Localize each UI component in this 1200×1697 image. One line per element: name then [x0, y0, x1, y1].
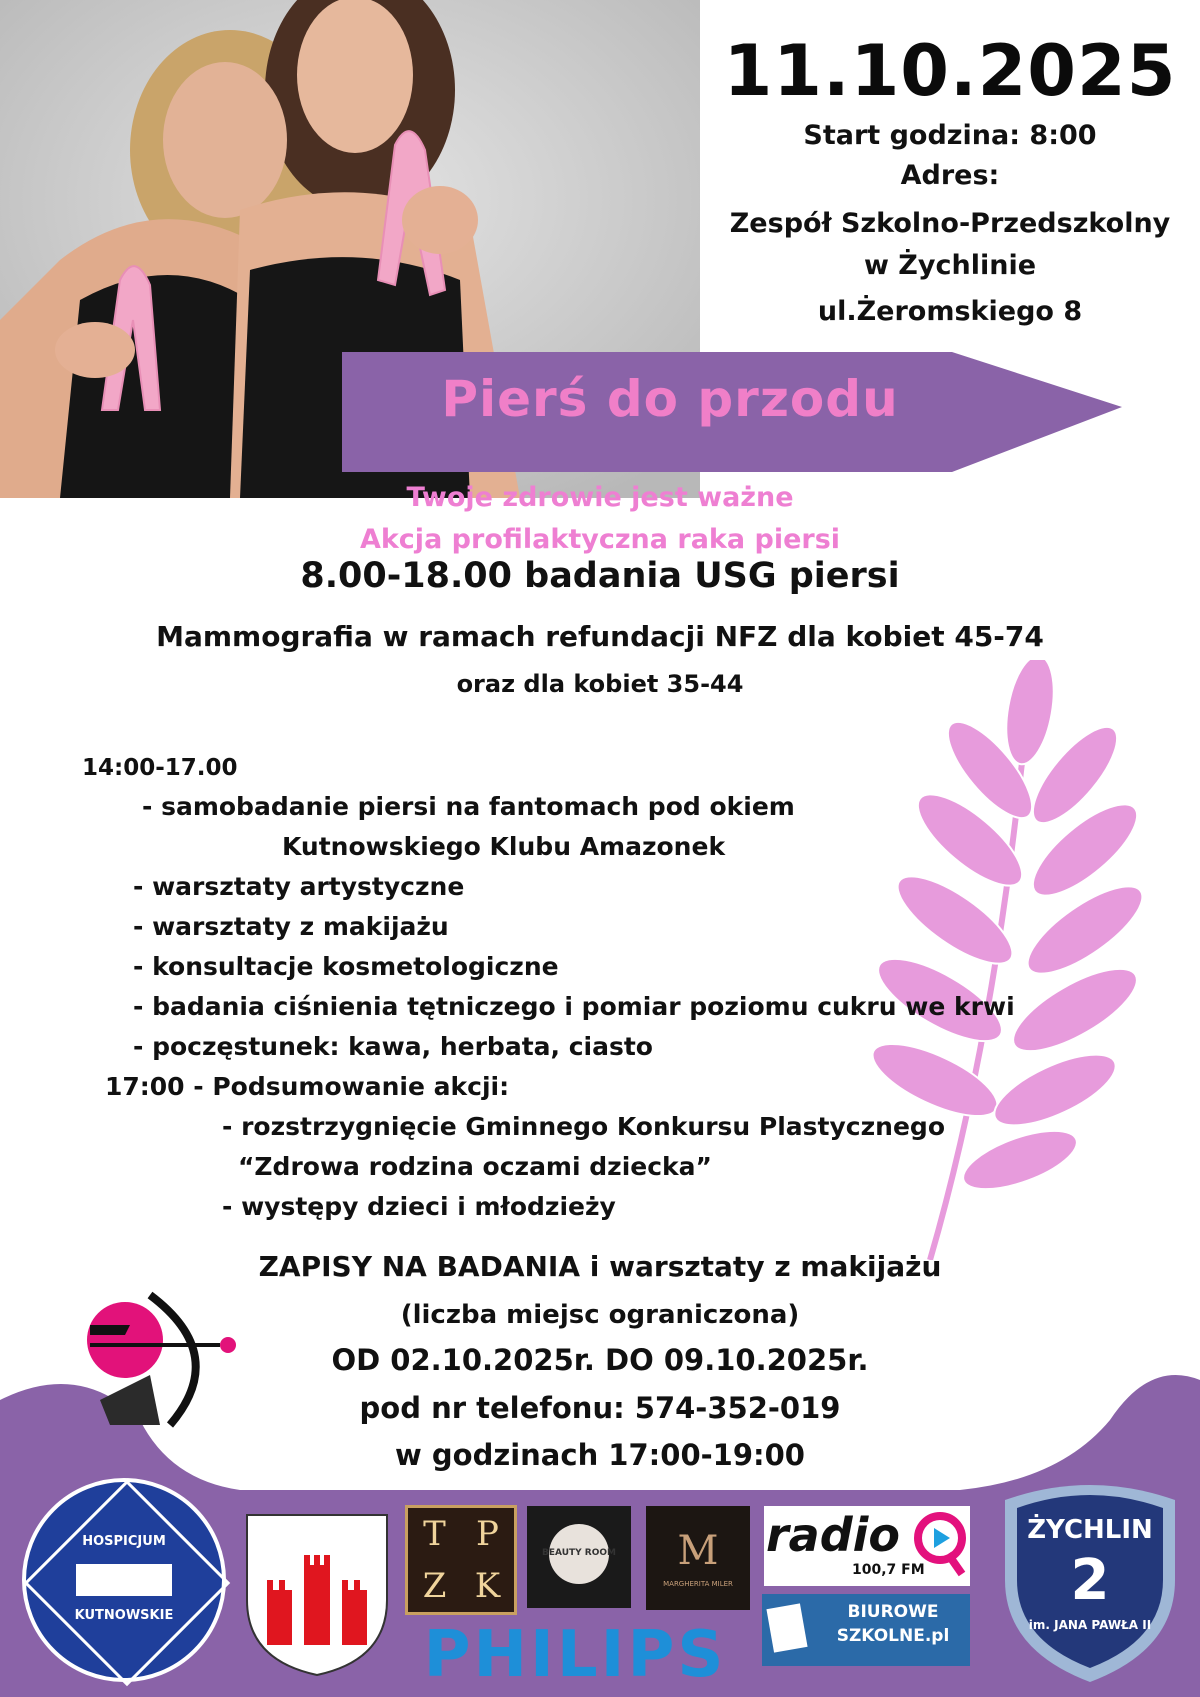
signup-phone: pod nr telefonu: 574-352-019 — [359, 1391, 841, 1425]
biurowe-text-1: BIUROWE — [847, 1602, 939, 1622]
subtitle-line-1: Twoje zdrowie jest ważne — [406, 482, 794, 513]
beauty-room-logo — [527, 1506, 631, 1608]
program-item: - samobadanie piersi na fantomach pod okiem — [142, 792, 795, 821]
biurowe-text-2: SZKOLNE.pl — [836, 1626, 950, 1646]
banner-title: Pierś do przodu — [441, 370, 899, 428]
tpzk-letter: K — [474, 1566, 501, 1606]
address-line-2: w Żychlinie — [863, 250, 1037, 281]
mammo-line-1: Mammografia w ramach refundacji NFZ dla kobiet 45-74 — [156, 620, 1044, 653]
zychlin-subtitle: im. JANA PAWŁA II — [1028, 1618, 1152, 1632]
mammo-line-2: oraz dla kobiet 35-44 — [456, 670, 744, 698]
tpzk-letter: P — [476, 1514, 499, 1554]
zychlin-number: 2 — [1070, 1548, 1110, 1613]
event-date: 11.10.2025 — [723, 30, 1177, 112]
coat-of-arms-logo — [242, 1510, 392, 1680]
radio-text: radio — [766, 1508, 901, 1562]
leaf-branch-decoration — [860, 660, 1190, 1260]
program-item: - warsztaty artystyczne — [133, 872, 465, 901]
tpzk-letter: T — [423, 1514, 446, 1554]
subtitle-line-2: Akcja profilaktyczna raka piersi — [359, 524, 841, 555]
tpzk-letter: Z — [422, 1566, 447, 1606]
tpzk-logo — [405, 1505, 517, 1615]
program-item: Kutnowskiego Klubu Amazonek — [282, 832, 726, 861]
notepad-icon — [766, 1603, 807, 1652]
program-item: “Zdrowa rodzina oczami dziecka” — [238, 1152, 712, 1181]
program-time-1: 14:00-17.00 — [82, 755, 238, 781]
beauty-room-text: BEAUTY ROOM — [542, 1548, 616, 1558]
radio-frequency: 100,7 FM — [852, 1562, 925, 1578]
hospicjum-logo — [22, 1478, 226, 1682]
radio-q-logo — [764, 1506, 970, 1586]
hospicjum-bottom-text: KUTNOWSKIE — [74, 1608, 174, 1623]
hospicjum-top-text: HOSPICJUM — [82, 1534, 166, 1549]
signup-line-1: ZAPISY NA BADANIA i warsztaty z makijażu — [258, 1250, 942, 1283]
program-time-2: 17:00 - Podsumowanie akcji: — [105, 1072, 510, 1101]
signup-line-2: (liczba miejsc ograniczona) — [400, 1300, 800, 1330]
biurowe-szkolne-logo — [762, 1594, 970, 1666]
signup-hours: w godzinach 17:00-19:00 — [395, 1438, 805, 1472]
signup-line-3: OD 02.10.2025r. DO 09.10.2025r. — [331, 1343, 869, 1377]
hands-icon — [76, 1564, 172, 1596]
program-item: - poczęstunek: kawa, herbata, ciasto — [133, 1032, 653, 1061]
philips-logo: PHILIPS — [423, 1618, 727, 1692]
zychlin-title: ŻYCHLIN — [1027, 1515, 1153, 1545]
start-time: Start godzina: 8:00 — [803, 120, 1097, 151]
program-item: - badania ciśnienia tętniczego i pomiar poziomu cukru we krwi — [133, 992, 1015, 1021]
program-item: - rozstrzygnięcie Gminnego Konkursu Plastycznego — [222, 1112, 945, 1141]
usg-heading: 8.00-18.00 badania USG piersi — [300, 556, 900, 596]
address-line-3: ul.Żeromskiego 8 — [817, 296, 1083, 327]
program-item: - występy dzieci i młodzieży — [222, 1192, 616, 1221]
program-item: - konsultacje kosmetologiczne — [133, 952, 559, 981]
address-label: Adres: — [900, 160, 1000, 191]
address-line-1: Zespół Szkolno-Przedszkolny — [729, 208, 1171, 239]
margherita-text: MARGHERITA MILER — [663, 1580, 733, 1588]
program-item: - warsztaty z makijażu — [133, 912, 449, 941]
margherita-logo: M MARGHERITA MILER — [646, 1506, 750, 1610]
